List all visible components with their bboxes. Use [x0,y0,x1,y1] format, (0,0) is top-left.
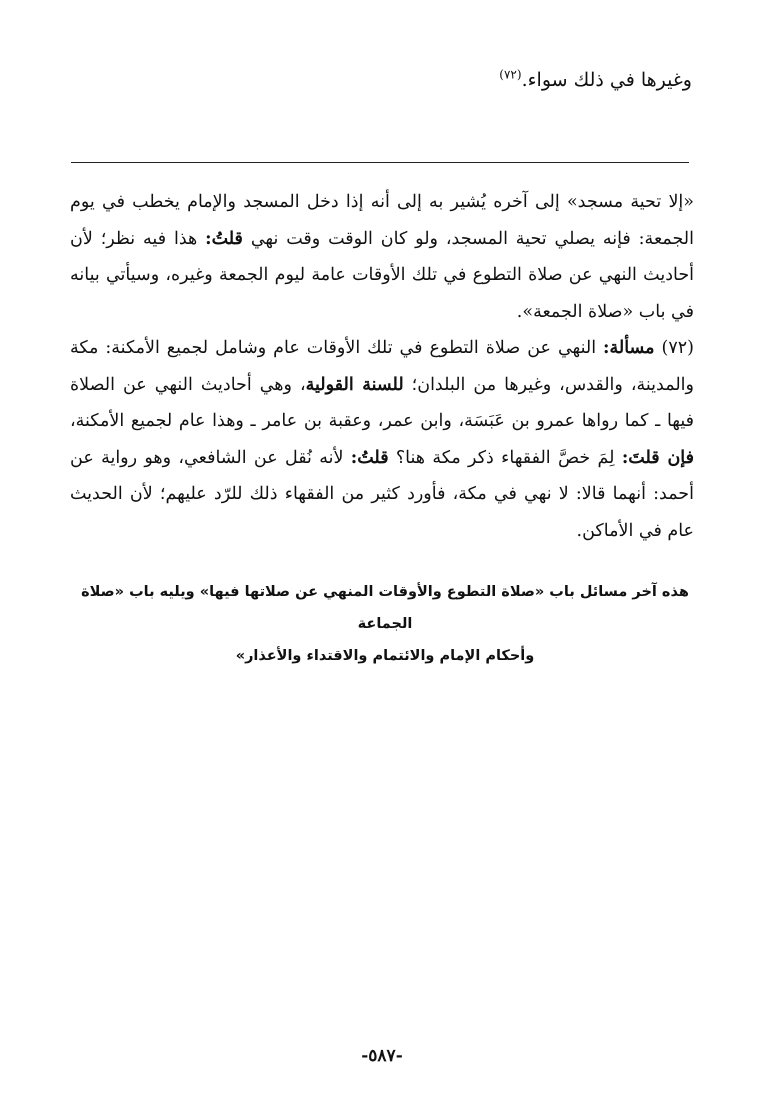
footnote-continuation [70,184,694,330]
qult-label: قلتُ: [205,228,243,249]
footnote-text: النهي عن صلاة التطوع في تلك الأوقات عام وشامل لجميع الأمكنة: مكة والمدينة، والقدس، وغيرها من البلدان؛ [70,338,694,395]
closing-line-2: وأحكام الإمام والائتمام والاقتداء والأعذار» [235,648,535,664]
sunna-label: للسنة القولية [305,374,404,395]
footnote-text: لأنه نُقل عن الشافعي، وهو رواية عن أحمد: أنهما قالا: لا نهي في مكة، فأورد كثير من الفقهاء ذلك للرّد عليهم؛ لأن الحديث عام في الأماكن. [70,447,694,541]
fain-label: فإن قلتَ: [621,447,694,468]
footnote-text: لِمَ خصَّ الفقهاء ذكر مكة هنا؟ [388,447,622,468]
masala-label: مسألة: [603,338,655,358]
footnote-72 [70,330,694,549]
page-number: -٥٨٧- [361,1046,403,1066]
footnote-text: ، وهي أحاديث النهي عن الصلاة فيها ـ كما رواها عمرو بن عَبَسَة، وابن عمر، وعقبة بن عامر ـ وهذا عام لجميع الأمكنة، [70,374,694,431]
main-text: وغيرها في ذلك سواء. [521,69,692,91]
footnote-reference: (٧٢) [499,67,522,82]
chapter-closing-note [80,576,690,672]
closing-line-1: هذه آخر مسائل باب «صلاة التطوع والأوقات المنهي عن صلاتها فيها» ويليه باب «صلاة الجماعة [81,584,689,632]
qultu-label: قلتُ: [350,447,389,468]
footnotes-block [70,184,694,549]
footnote-number: (٧٢) [661,338,694,358]
footnote-separator [71,162,689,163]
footnote-text: هذا فيه نظر؛ لأن أحاديث النهي عن صلاة التطوع في تلك الأوقات عامة ليوم الجمعة وغيره، وسيأتي بيانه في باب «صلاة الجمعة». [70,228,694,322]
main-text-line [72,62,692,98]
footnote-text: «إلا تحية مسجد» إلى آخره يُشير به إلى أنه إذا دخل المسجد والإمام يخطب في يوم الجمعة: فإنه يصلي تحية المسجد، ولو كان الوقت وقت نهي [70,192,694,249]
